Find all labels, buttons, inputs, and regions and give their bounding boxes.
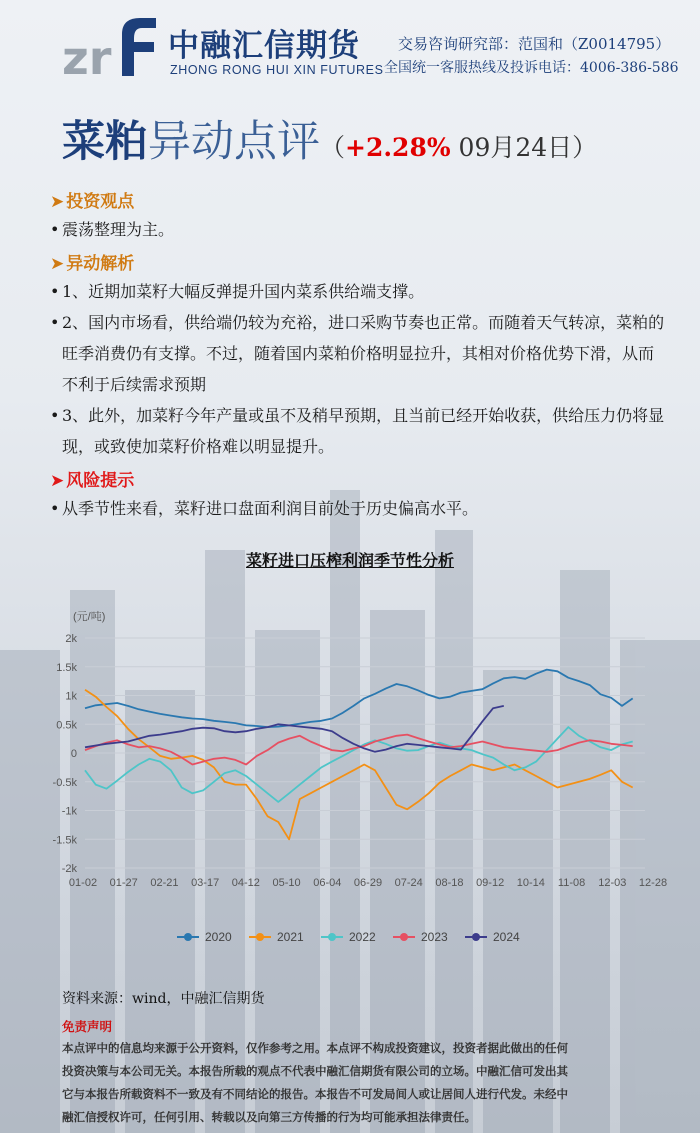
x-tick-label: 12-03 [598,877,627,889]
data-source: 资料来源：wind，中融汇信期货 [62,991,265,1007]
analysis-item: • 1、近期加菜籽大幅反弹提升国内菜系供给端支撑。 [50,276,665,307]
company-name-en: ZHONG RONG HUI XIN FUTURES [170,63,384,77]
arrow-icon: ➤ [50,254,65,274]
view-item: • 震荡整理为主。 [50,214,665,245]
disclaimer-body [62,1037,652,1129]
x-tick-label: 08-18 [435,877,464,889]
series-line-2023 [85,735,633,765]
legend-label-2023: 2023 [421,930,448,944]
svg-text:zr: zr [62,31,112,85]
title-topic: 异动点评 [148,117,320,167]
disclaimer-line: 融汇信授权许可，任何引用、转载以及向第三方传播的行为均可能承担法律责任。 [62,1110,476,1124]
x-tick-label: 06-04 [313,877,342,889]
title-paren: （ [320,133,346,162]
x-tick-label: 09-12 [476,877,505,889]
y-tick-label: 0.5k [56,719,77,732]
x-tick-label: 01-02 [68,877,98,889]
x-tick-label: 05-10 [272,877,301,889]
disclaimer-line: 它与本报告所载资料不一致及有不同结论的报告。本报告不可发局间人或让居间人进行代发。未经中 [62,1087,568,1101]
x-tick-label: 04-12 [231,877,260,889]
y-tick-label: -1k [61,805,77,818]
disclaimer-line: 投资决策与本公司无关。本报告所载的观点不代表中融汇信期货有限公司的立场。中融汇信可发出其 [62,1064,568,1078]
section-view-heading: ➤ 投资观点 [50,192,135,212]
series-line-2021 [85,690,633,840]
legend-marker-2022 [328,933,336,941]
x-tick-label: 07-24 [394,877,423,889]
seasonal-profit-chart [45,600,668,960]
disclaimer-title: 免责声明 [62,1019,113,1034]
title-product: 菜粕 [62,117,148,167]
legend-marker-2024 [472,933,480,941]
y-tick-label: 1.5k [56,661,77,674]
x-tick-label: 02-21 [150,877,179,889]
series-line-2022 [85,727,633,802]
legend-marker-2021 [256,933,264,941]
hotline-contact: 全国统一客服热线及投诉电话：4006-386-586 [384,60,679,76]
legend-marker-2023 [400,933,408,941]
x-tick-label: 10-14 [516,877,545,889]
legend-label-2022: 2022 [349,930,376,944]
risk-item: • 从季节性来看，菜籽进口盘面利润目前处于历史偏高水平。 [50,493,665,524]
x-tick-label: 12-28 [638,877,668,889]
disclaimer-line: 本点评中的信息均来源于公开资料，仅作参考之用。本点评不构成投资建议，投资者据此做出的任何 [62,1041,568,1055]
y-tick-label: 0 [70,748,77,760]
legend-label-2024: 2024 [493,930,520,944]
x-tick-label: 03-17 [191,877,220,889]
title-change: +2.28% [345,133,451,162]
x-tick-label: 01-27 [109,877,138,889]
commentary [50,183,665,524]
section-analysis-heading: ➤ 异动解析 [50,254,135,274]
section-risk-heading: ➤ 风险提示 [50,471,135,491]
page-title [62,108,597,169]
header [0,0,700,92]
legend-marker-2020 [184,933,192,941]
y-tick-label: -1.5k [52,834,77,847]
x-tick-label: 06-29 [353,877,383,889]
y-tick-label: -0.5k [52,776,77,789]
x-tick-label: 11-08 [557,877,586,889]
arrow-icon: ➤ [50,471,65,491]
analysis-item: • 2、国内市场看，供给端仍较为充裕，进口采购节奏也正常。而随着天气转凉，菜粕的旺季消费仍有支撑。不过，随着国内菜粕价格明显拉升，其相对价格优势下滑，从而不利于后续需求预期 [50,307,665,400]
analysis-item: • 3、此外，加菜籽今年产量或虽不及稍早预期，且当前已经开始收获，供给压力仍将显现，或致使加菜籽价格难以明显提升。 [50,400,665,462]
title-date: 09月24日） [450,133,598,162]
company-logo-icon [60,12,160,85]
company-name: 中融汇信期货 [168,28,360,64]
legend-label-2020: 2020 [205,930,232,944]
y-tick-label: 2k [65,633,77,645]
legend-label-2021: 2021 [277,930,304,944]
y-tick-label: -2k [61,863,77,875]
y-tick-label: 1k [65,690,77,703]
series-line-2020 [85,670,633,728]
analyst-contact: 交易咨询研究部：范国和（Z0014795） [398,35,671,53]
y-axis-unit: (元/吨) [73,611,106,623]
arrow-icon: ➤ [50,192,65,212]
chart-title: 菜籽进口压榨利润季节性分析 [245,551,454,570]
